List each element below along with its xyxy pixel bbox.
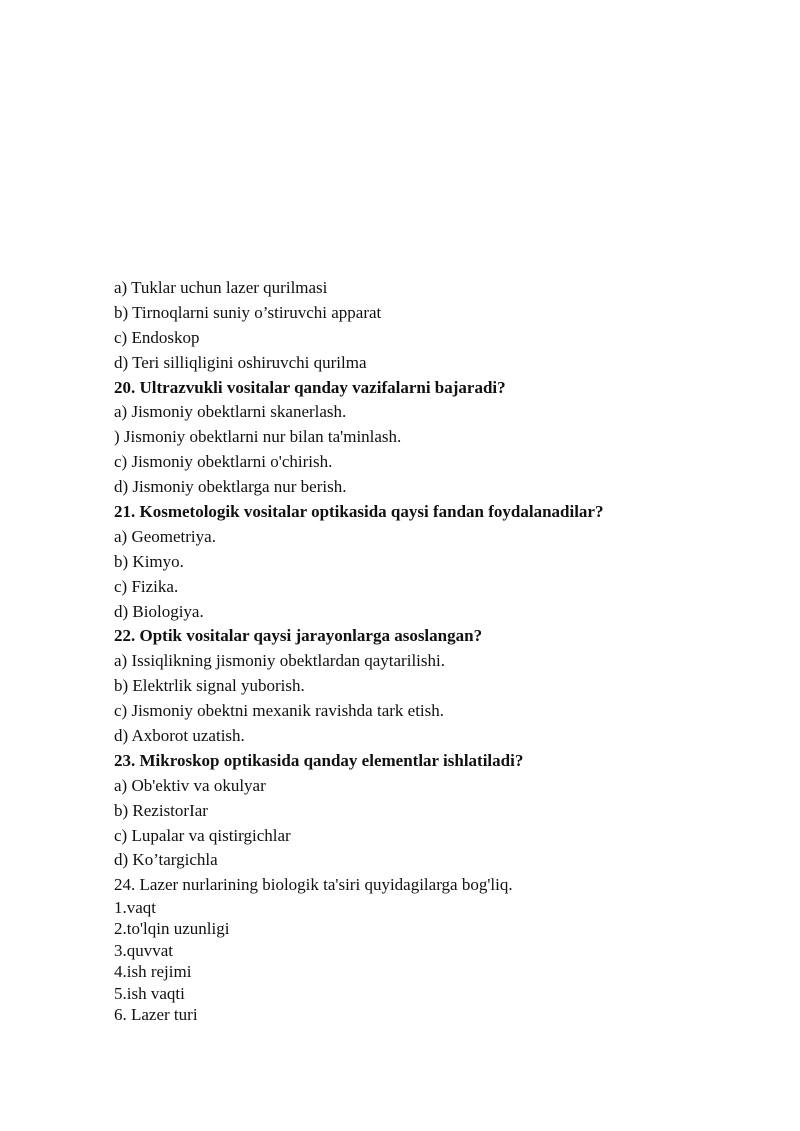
answer-line: d) Ko’targichla (114, 850, 218, 870)
answer-line: a) Ob'ektiv va okulyar (114, 775, 266, 795)
question-heading: 21. Kosmetologik vositalar optikasida qaysi fandan foydalanadilar? (114, 502, 604, 522)
answer-line: a) Geometriya. (114, 526, 216, 546)
answer-line: a) Jismoniy obektlarni skanerlash. (114, 402, 347, 422)
answer-line: 24. Lazer nurlarining biologik ta'siri quyidagilarga bog'liq. (114, 875, 513, 895)
answer-line: a) Issiqlikning jismoniy obektlardan qaytarilishi. (114, 651, 445, 671)
factor-list (114, 897, 754, 1025)
answer-line: b) Elektrlik signal yuborish. (114, 676, 305, 696)
answer-line: c) Jismoniy obektlarni o'chirish. (114, 452, 333, 472)
answer-line: c) Jismoniy obektni mexanik ravishda tark etish. (114, 701, 445, 721)
answer-line: ) Jismoniy obektlarni nur bilan ta'minlash. (114, 427, 402, 447)
answer-line: c) Fizika. (114, 576, 179, 596)
list-item: 4.ish rejimi (114, 962, 192, 982)
question-text-block (114, 276, 754, 898)
question-heading: 22. Optik vositalar qaysi jarayonlarga asoslangan? (114, 626, 483, 646)
question-heading: 23. Mikroskop optikasida qanday elementlar ishlatiladi? (114, 750, 524, 770)
answer-line: d) Axborot uzatish. (114, 726, 245, 746)
list-item: 5.ish vaqti (114, 983, 185, 1003)
list-item: 6. Lazer turi (114, 1004, 198, 1024)
answer-line: b) Kimyo. (114, 551, 184, 571)
answer-line: a) Tuklar uchun lazer qurilmasi (114, 278, 328, 297)
answer-line: d) Teri silliqligini oshiruvchi qurilma (114, 352, 367, 372)
answer-line: c) Lupalar va qistirgichlar (114, 825, 291, 845)
answer-line: c) Endoskop (114, 327, 200, 347)
list-item: 3.quvvat (114, 940, 174, 960)
list-item: 1.vaqt (114, 898, 157, 917)
answer-line: d) Biologiya. (114, 601, 204, 621)
answer-line: d) Jismoniy obektlarga nur berish. (114, 477, 347, 497)
answer-line: b) RezistorIar (114, 800, 208, 820)
answer-line: b) Tirnoqlarni suniy o’stiruvchi apparat (114, 302, 382, 322)
question-heading: 20. Ultrazvukli vositalar qanday vazifalarni bajaradi? (114, 377, 506, 397)
list-item: 2.to'lqin uzunligi (114, 919, 230, 939)
